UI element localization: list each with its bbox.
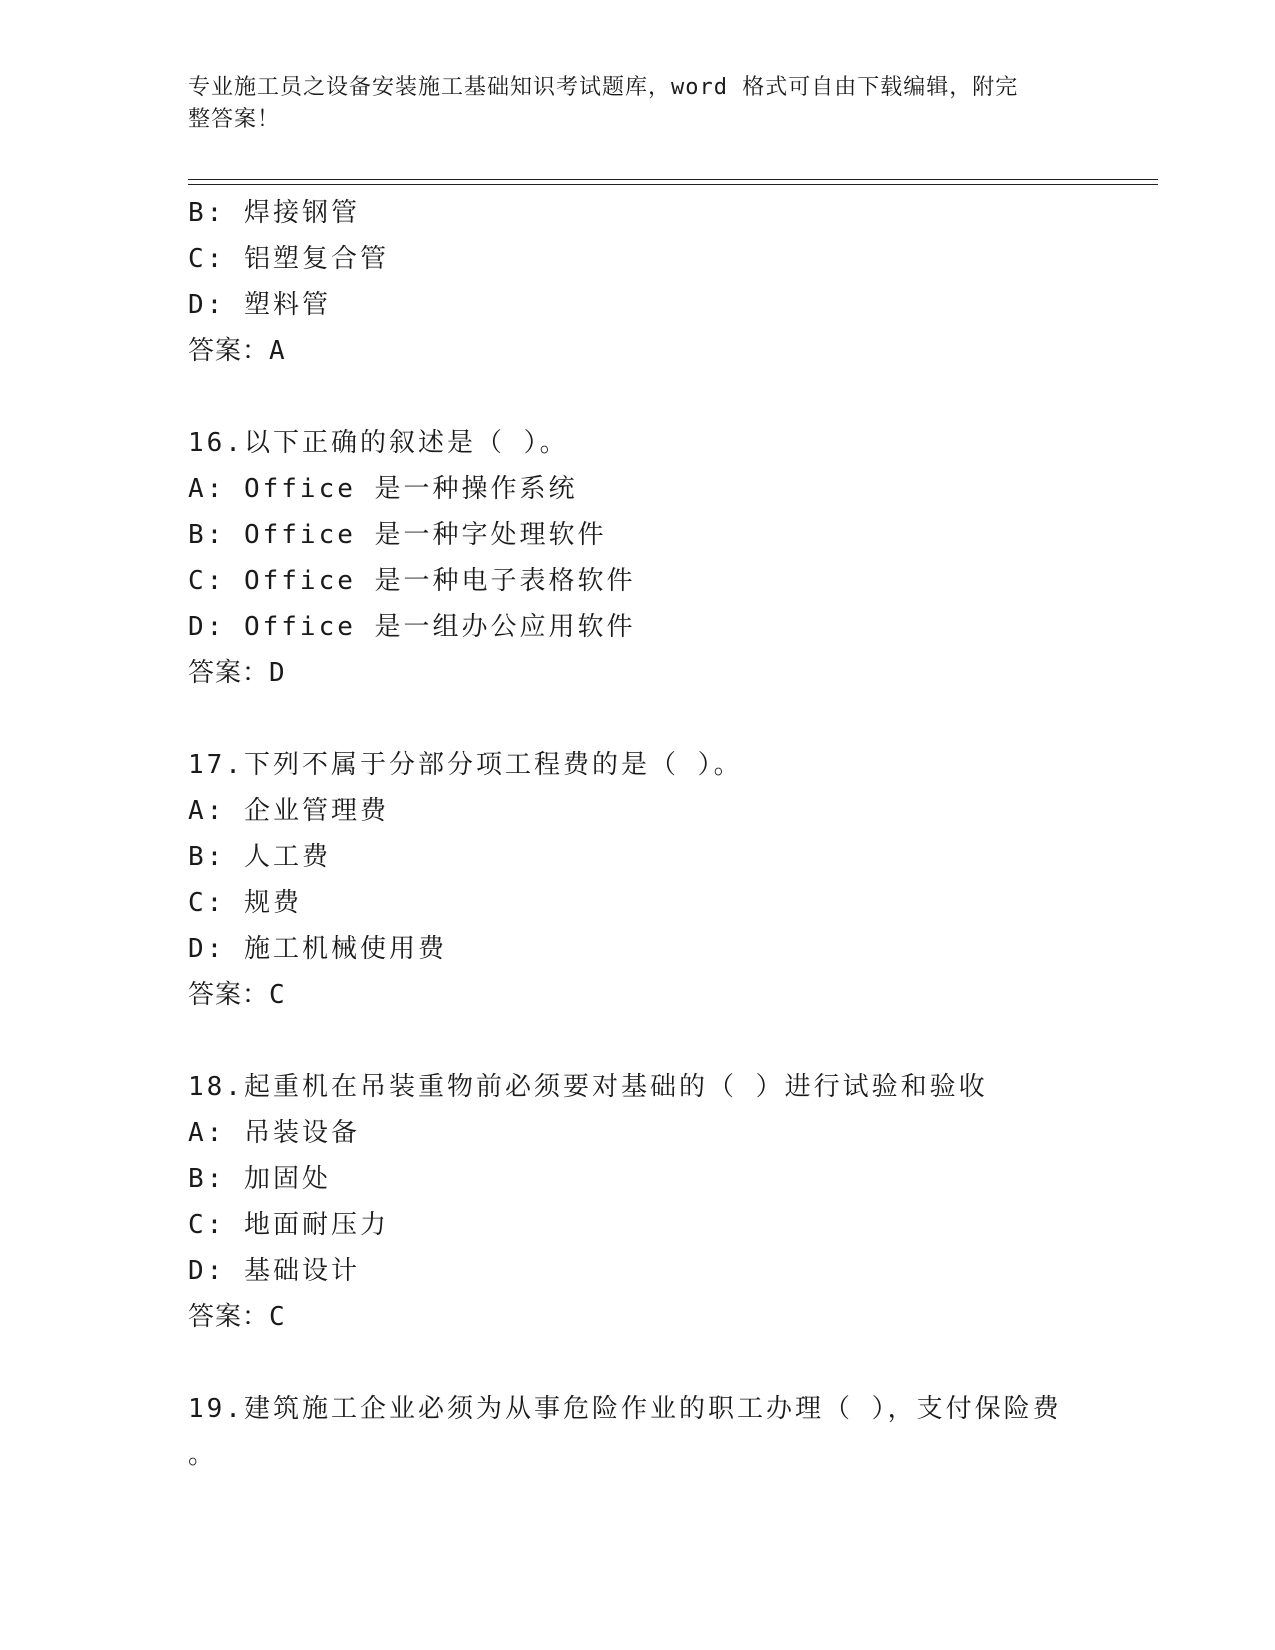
header-divider-top	[188, 179, 1158, 180]
header-divider-bottom	[188, 184, 1158, 185]
spacer	[188, 1018, 1088, 1064]
question-18	[188, 1064, 1088, 1340]
option-d: D: 施工机械使用费	[188, 934, 447, 964]
header-title-line-1: 专业施工员之设备安装施工基础知识考试题库，word 格式可自由下载编辑，附完	[188, 75, 1019, 100]
header-title-line-2: 整答案！	[188, 107, 281, 132]
spacer	[188, 1340, 1088, 1386]
document-header	[188, 72, 1068, 136]
answer-value: A	[269, 336, 285, 366]
answer-value: D	[269, 658, 285, 688]
option-c: C: 地面耐压力	[188, 1210, 389, 1240]
question-stem-trailing-punctuation: 。	[188, 1440, 215, 1470]
option-d: D: 基础设计	[188, 1256, 360, 1286]
option-a: A: Office 是一种操作系统	[188, 474, 578, 504]
option-d: D: Office 是一组办公应用软件	[188, 612, 636, 642]
question-15-continuation	[188, 190, 1088, 374]
option-c: C: Office 是一种电子表格软件	[188, 566, 636, 596]
option-d: D: 塑料管	[188, 290, 331, 320]
answer-label: 答案：	[188, 658, 270, 688]
question-stem: 17.下列不属于分部分项工程费的是（ ）。	[188, 750, 743, 780]
option-b: B: 人工费	[188, 842, 331, 872]
option-b: B: 加固处	[188, 1164, 331, 1194]
option-a: A: 吊装设备	[188, 1118, 360, 1148]
option-a: A: 企业管理费	[188, 796, 389, 826]
question-stem: 16.以下正确的叙述是（ ）。	[188, 428, 569, 458]
spacer	[188, 696, 1088, 742]
answer-line	[188, 650, 1088, 696]
question-stem: 18.起重机在吊装重物前必须要对基础的（ ）进行试验和验收	[188, 1072, 988, 1102]
question-16	[188, 420, 1088, 696]
question-stem: 19.建筑施工企业必须为从事危险作业的职工办理（ ），支付保险费	[188, 1394, 1062, 1424]
option-c: C: 规费	[188, 888, 302, 918]
answer-value: C	[269, 980, 285, 1010]
answer-label: 答案：	[188, 980, 270, 1010]
spacer	[188, 374, 1088, 420]
answer-label: 答案：	[188, 336, 270, 366]
answer-line	[188, 328, 1088, 374]
answer-line	[188, 1294, 1088, 1340]
answer-value: C	[269, 1302, 285, 1332]
answer-line	[188, 972, 1088, 1018]
answer-label: 答案：	[188, 1302, 270, 1332]
option-c: C: 铝塑复合管	[188, 244, 389, 274]
option-b: B: Office 是一种字处理软件	[188, 520, 607, 550]
question-list	[188, 190, 1088, 1478]
question-19	[188, 1386, 1088, 1478]
question-17	[188, 742, 1088, 1018]
option-b: B: 焊接钢管	[188, 198, 360, 228]
